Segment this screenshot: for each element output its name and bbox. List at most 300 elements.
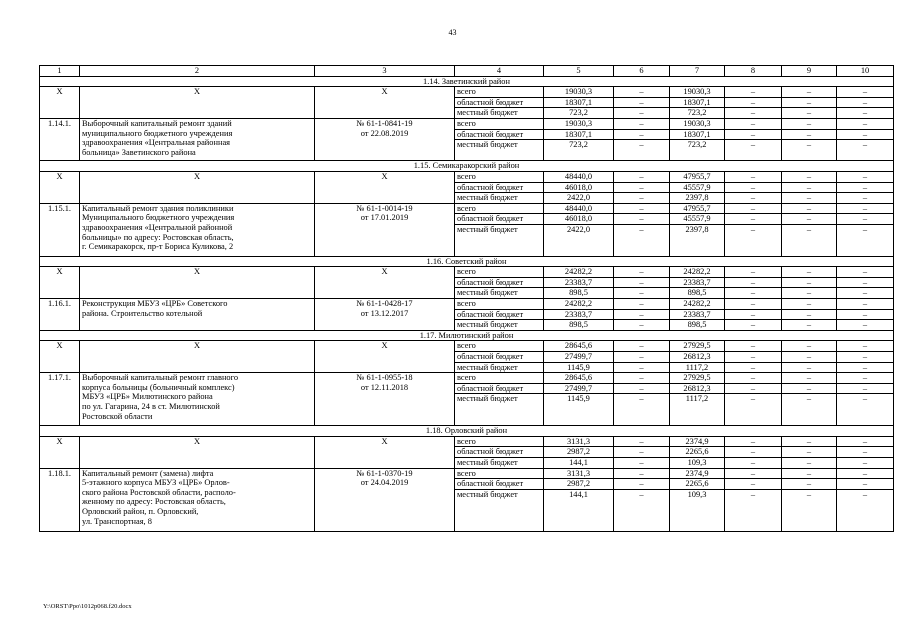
amount-col10: – — [837, 394, 894, 426]
amount-col9: – — [782, 394, 837, 426]
funding-source-label: областной бюджет — [455, 447, 544, 458]
description-line: Реконструкция МБУЗ «ЦРБ» Советского — [82, 299, 228, 309]
amount-col5: 144,1 — [544, 458, 614, 469]
description-line: ского района Ростовской области, располо- — [82, 487, 236, 497]
amount-col7: 19030,3 — [670, 118, 725, 129]
amount-col6: – — [614, 458, 670, 469]
page-number: 43 — [448, 28, 457, 37]
description-line: больница» Заветинского района — [82, 147, 196, 157]
amount-col10: – — [837, 447, 894, 458]
amount-col8: – — [725, 267, 782, 278]
amount-col10: – — [837, 224, 894, 256]
description-line: Выборочный капитальный ремонт главного — [82, 373, 239, 383]
section-title: 1.15. Семикаракорский район — [40, 161, 894, 172]
funding-source-label: областной бюджет — [455, 129, 544, 140]
funding-source-label: областной бюджет — [455, 309, 544, 320]
amount-col10: – — [837, 108, 894, 119]
amount-col8: – — [725, 140, 782, 161]
amount-col5: 19030,3 — [544, 118, 614, 129]
amount-col7: 898,5 — [670, 320, 725, 331]
amount-col5: 48440,0 — [544, 203, 614, 214]
amount-col5: 28645,6 — [544, 373, 614, 384]
amount-col5: 898,5 — [544, 320, 614, 331]
amount-col8: – — [725, 182, 782, 193]
item-description — [80, 373, 315, 426]
amount-col9: – — [782, 129, 837, 140]
description-line: Орловский район, п. Орловский, — [82, 506, 199, 516]
description-line: по ул. Гагарина, 24 в ст. Милютинской — [82, 402, 220, 412]
funding-source-label: местный бюджет — [455, 288, 544, 299]
summary-x-cell: Х — [40, 171, 80, 203]
description-line: здравоохранения «Центральной районной — [82, 222, 233, 232]
amount-col7: 26812,3 — [670, 383, 725, 394]
amount-col10: – — [837, 436, 894, 447]
amount-col6: – — [614, 224, 670, 256]
amount-col6: – — [614, 267, 670, 278]
amount-col7: 2265,6 — [670, 479, 725, 490]
document-line: от 24.04.2019 — [360, 478, 409, 488]
item-number: 1.15.1. — [40, 203, 80, 256]
description-line: Выборочный капитальный ремонт зданий — [82, 118, 232, 128]
column-number-row — [40, 66, 894, 77]
amount-col10: – — [837, 468, 894, 479]
amount-col5: 19030,3 — [544, 87, 614, 98]
amount-col9: – — [782, 309, 837, 320]
summary-row — [40, 341, 894, 352]
amount-col9: – — [782, 214, 837, 225]
amount-col10: – — [837, 373, 894, 384]
amount-col6: – — [614, 373, 670, 384]
amount-col5: 2422,0 — [544, 193, 614, 204]
amount-col7: 109,3 — [670, 458, 725, 469]
amount-col6: – — [614, 108, 670, 119]
amount-col8: – — [725, 309, 782, 320]
amount-col8: – — [725, 171, 782, 182]
amount-col7: 898,5 — [670, 288, 725, 299]
summary-x-cell: Х — [315, 87, 455, 119]
amount-col8: – — [725, 87, 782, 98]
amount-col8: – — [725, 383, 782, 394]
amount-col5: 23383,7 — [544, 309, 614, 320]
item-description — [80, 118, 315, 160]
amount-col9: – — [782, 341, 837, 352]
funding-source-label: областной бюджет — [455, 352, 544, 363]
amount-col7: 47955,7 — [670, 203, 725, 214]
amount-col7: 2374,9 — [670, 468, 725, 479]
amount-col10: – — [837, 203, 894, 214]
amount-col8: – — [725, 214, 782, 225]
summary-x-cell: Х — [315, 171, 455, 203]
amount-col7: 2265,6 — [670, 447, 725, 458]
amount-col10: – — [837, 383, 894, 394]
amount-col8: – — [725, 299, 782, 310]
amount-col5: 723,2 — [544, 140, 614, 161]
amount-col10: – — [837, 341, 894, 352]
section-title-row — [40, 330, 894, 341]
amount-col10: – — [837, 267, 894, 278]
amount-col7: 27929,5 — [670, 341, 725, 352]
funding-source-label: местный бюджет — [455, 224, 544, 256]
amount-col9: – — [782, 203, 837, 214]
amount-col6: – — [614, 309, 670, 320]
header-cell: 5 — [544, 66, 614, 77]
amount-col8: – — [725, 224, 782, 256]
section-title-row — [40, 161, 894, 172]
amount-col9: – — [782, 489, 837, 531]
amount-col6: – — [614, 171, 670, 182]
amount-col8: – — [725, 341, 782, 352]
funding-source-label: областной бюджет — [455, 479, 544, 490]
item-row — [40, 468, 894, 479]
funding-source-label: всего — [455, 203, 544, 214]
section-title-row — [40, 426, 894, 437]
description-line: женному по адресу: Ростовская область, — [82, 497, 226, 507]
amount-col6: – — [614, 87, 670, 98]
amount-col7: 26812,3 — [670, 352, 725, 363]
amount-col8: – — [725, 436, 782, 447]
amount-col5: 3131,3 — [544, 468, 614, 479]
funding-source-label: местный бюджет — [455, 108, 544, 119]
amount-col8: – — [725, 97, 782, 108]
header-cell: 2 — [80, 66, 315, 77]
description-line: Капитальный ремонт (замена) лифта — [82, 468, 214, 478]
amount-col8: – — [725, 373, 782, 384]
funding-source-label: областной бюджет — [455, 97, 544, 108]
amount-col5: 46018,0 — [544, 182, 614, 193]
item-description — [80, 468, 315, 532]
amount-col8: – — [725, 203, 782, 214]
amount-col7: 109,3 — [670, 489, 725, 531]
description-line: МБУЗ «ЦРБ» Милютинского района — [82, 392, 213, 402]
amount-col6: – — [614, 468, 670, 479]
amount-col9: – — [782, 97, 837, 108]
amount-col10: – — [837, 140, 894, 161]
item-description — [80, 299, 315, 331]
amount-col10: – — [837, 193, 894, 204]
amount-col7: 24282,2 — [670, 299, 725, 310]
budget-table — [39, 65, 894, 532]
funding-source-label: областной бюджет — [455, 277, 544, 288]
amount-col5: 18307,1 — [544, 97, 614, 108]
amount-col9: – — [782, 383, 837, 394]
amount-col9: – — [782, 436, 837, 447]
amount-col9: – — [782, 193, 837, 204]
section-title: 1.17. Милютинский район — [40, 330, 894, 341]
funding-source-label: местный бюджет — [455, 320, 544, 331]
amount-col6: – — [614, 193, 670, 204]
description-line: здравоохранения «Центральная районная — [82, 138, 231, 148]
amount-col9: – — [782, 458, 837, 469]
amount-col8: – — [725, 118, 782, 129]
amount-col6: – — [614, 341, 670, 352]
header-cell: 4 — [455, 66, 544, 77]
item-description — [80, 203, 315, 256]
amount-col9: – — [782, 362, 837, 373]
document-line: от 13.12.2017 — [360, 308, 409, 318]
funding-source-label: местный бюджет — [455, 394, 544, 426]
description-line: района. Строительство котельной — [82, 308, 203, 318]
amount-col7: 2397,8 — [670, 224, 725, 256]
amount-col9: – — [782, 182, 837, 193]
item-document — [315, 203, 455, 256]
item-row — [40, 299, 894, 310]
description-line: больницы» по адресу: Ростовская область, — [82, 232, 234, 242]
summary-x-cell: Х — [40, 87, 80, 119]
header-cell: 7 — [670, 66, 725, 77]
funding-source-label: местный бюджет — [455, 193, 544, 204]
funding-source-label: местный бюджет — [455, 140, 544, 161]
header-cell: 6 — [614, 66, 670, 77]
amount-col9: – — [782, 224, 837, 256]
amount-col8: – — [725, 108, 782, 119]
amount-col10: – — [837, 182, 894, 193]
summary-x-cell: Х — [40, 267, 80, 299]
amount-col6: – — [614, 479, 670, 490]
amount-col6: – — [614, 320, 670, 331]
amount-col8: – — [725, 458, 782, 469]
funding-source-label: областной бюджет — [455, 383, 544, 394]
document-line: от 22.08.2019 — [360, 128, 409, 138]
amount-col10: – — [837, 214, 894, 225]
description-line: ул. Транспортная, 8 — [82, 516, 152, 526]
summary-row — [40, 267, 894, 278]
amount-col7: 45557,9 — [670, 182, 725, 193]
document-line: № 61-1-0955-18 — [356, 373, 413, 383]
description-line: корпуса больницы (больничный комплекс) — [82, 382, 235, 392]
summary-row — [40, 87, 894, 98]
amount-col10: – — [837, 118, 894, 129]
amount-col9: – — [782, 277, 837, 288]
description-line: 5-этажного корпуса МБУЗ «ЦРБ» Орлов- — [82, 478, 230, 488]
amount-col5: 2987,2 — [544, 447, 614, 458]
item-number: 1.16.1. — [40, 299, 80, 331]
amount-col5: 1145,9 — [544, 394, 614, 426]
amount-col8: – — [725, 352, 782, 363]
amount-col7: 18307,1 — [670, 97, 725, 108]
funding-source-label: областной бюджет — [455, 214, 544, 225]
amount-col8: – — [725, 193, 782, 204]
amount-col6: – — [614, 277, 670, 288]
amount-col7: 45557,9 — [670, 214, 725, 225]
section-title-row — [40, 256, 894, 267]
funding-source-label: всего — [455, 267, 544, 278]
section-title: 1.16. Советский район — [40, 256, 894, 267]
amount-col5: 24282,2 — [544, 299, 614, 310]
funding-source-label: местный бюджет — [455, 489, 544, 531]
amount-col6: – — [614, 447, 670, 458]
amount-col10: – — [837, 479, 894, 490]
section-title: 1.14. Заветинский район — [40, 76, 894, 87]
amount-col6: – — [614, 182, 670, 193]
funding-source-label: всего — [455, 299, 544, 310]
amount-col10: – — [837, 362, 894, 373]
summary-x-cell: Х — [80, 87, 315, 119]
funding-source-label: всего — [455, 87, 544, 98]
amount-col9: – — [782, 373, 837, 384]
amount-col9: – — [782, 267, 837, 278]
amount-col5: 28645,6 — [544, 341, 614, 352]
header-cell: 8 — [725, 66, 782, 77]
item-number: 1.14.1. — [40, 118, 80, 160]
amount-col7: 23383,7 — [670, 309, 725, 320]
item-document — [315, 468, 455, 532]
amount-col9: – — [782, 352, 837, 363]
amount-col5: 3131,3 — [544, 436, 614, 447]
amount-col8: – — [725, 320, 782, 331]
amount-col6: – — [614, 299, 670, 310]
amount-col8: – — [725, 394, 782, 426]
amount-col9: – — [782, 447, 837, 458]
amount-col7: 723,2 — [670, 140, 725, 161]
amount-col5: 27499,7 — [544, 383, 614, 394]
document-line: № 61-1-0841-19 — [356, 118, 413, 128]
amount-col9: – — [782, 288, 837, 299]
amount-col9: – — [782, 108, 837, 119]
amount-col7: 24282,2 — [670, 267, 725, 278]
amount-col10: – — [837, 352, 894, 363]
amount-col7: 1117,2 — [670, 394, 725, 426]
amount-col7: 23383,7 — [670, 277, 725, 288]
document-line: от 12.11.2018 — [360, 382, 409, 392]
item-row — [40, 118, 894, 129]
amount-col8: – — [725, 277, 782, 288]
amount-col8: – — [725, 468, 782, 479]
summary-x-cell: Х — [40, 436, 80, 468]
amount-col8: – — [725, 288, 782, 299]
amount-col5: 898,5 — [544, 288, 614, 299]
amount-col7: 1117,2 — [670, 362, 725, 373]
amount-col6: – — [614, 362, 670, 373]
amount-col6: – — [614, 436, 670, 447]
summary-x-cell: Х — [315, 341, 455, 373]
funding-source-label: всего — [455, 468, 544, 479]
header-cell: 1 — [40, 66, 80, 77]
amount-col9: – — [782, 171, 837, 182]
document-line: № 61-1-0428-17 — [356, 299, 413, 309]
amount-col10: – — [837, 489, 894, 531]
funding-source-label: всего — [455, 436, 544, 447]
item-document — [315, 299, 455, 331]
funding-source-label: местный бюджет — [455, 458, 544, 469]
document-line: № 61-1-0370-19 — [356, 468, 413, 478]
amount-col5: 1145,9 — [544, 362, 614, 373]
description-line: г. Семикаракорск, пр-т Бориса Куликова, 2 — [82, 242, 234, 252]
amount-col9: – — [782, 87, 837, 98]
item-number: 1.17.1. — [40, 373, 80, 426]
item-document — [315, 118, 455, 160]
amount-col6: – — [614, 394, 670, 426]
amount-col6: – — [614, 352, 670, 363]
amount-col5: 2422,0 — [544, 224, 614, 256]
amount-col10: – — [837, 309, 894, 320]
funding-source-label: всего — [455, 118, 544, 129]
summary-row — [40, 171, 894, 182]
amount-col9: – — [782, 118, 837, 129]
amount-col10: – — [837, 87, 894, 98]
amount-col10: – — [837, 320, 894, 331]
funding-source-label: местный бюджет — [455, 362, 544, 373]
funding-source-label: всего — [455, 341, 544, 352]
amount-col5: 723,2 — [544, 108, 614, 119]
summary-row — [40, 436, 894, 447]
summary-x-cell: Х — [40, 341, 80, 373]
amount-col9: – — [782, 299, 837, 310]
amount-col6: – — [614, 288, 670, 299]
amount-col5: 144,1 — [544, 489, 614, 531]
amount-col5: 46018,0 — [544, 214, 614, 225]
amount-col6: – — [614, 489, 670, 531]
document-line: от 17.01.2019 — [360, 213, 409, 223]
amount-col9: – — [782, 468, 837, 479]
item-row — [40, 373, 894, 384]
amount-col5: 18307,1 — [544, 129, 614, 140]
amount-col10: – — [837, 288, 894, 299]
section-title-row — [40, 76, 894, 87]
amount-col7: 47955,7 — [670, 171, 725, 182]
description-line: Капитальный ремонт здания поликлиники — [82, 203, 234, 213]
amount-col10: – — [837, 129, 894, 140]
funding-source-label: всего — [455, 171, 544, 182]
amount-col5: 27499,7 — [544, 352, 614, 363]
amount-col7: 27929,5 — [670, 373, 725, 384]
amount-col6: – — [614, 203, 670, 214]
amount-col10: – — [837, 458, 894, 469]
funding-source-label: областной бюджет — [455, 182, 544, 193]
amount-col5: 23383,7 — [544, 277, 614, 288]
amount-col7: 19030,3 — [670, 87, 725, 98]
summary-x-cell: Х — [80, 267, 315, 299]
amount-col9: – — [782, 320, 837, 331]
amount-col10: – — [837, 97, 894, 108]
amount-col8: – — [725, 489, 782, 531]
summary-x-cell: Х — [80, 171, 315, 203]
amount-col5: 2987,2 — [544, 479, 614, 490]
amount-col6: – — [614, 118, 670, 129]
summary-x-cell: Х — [315, 267, 455, 299]
item-row — [40, 203, 894, 214]
summary-x-cell: Х — [315, 436, 455, 468]
amount-col5: 24282,2 — [544, 267, 614, 278]
amount-col8: – — [725, 447, 782, 458]
description-line: муниципального бюджетного учреждения — [82, 128, 233, 138]
header-cell: 3 — [315, 66, 455, 77]
item-document — [315, 373, 455, 426]
amount-col10: – — [837, 299, 894, 310]
header-cell: 10 — [837, 66, 894, 77]
amount-col8: – — [725, 479, 782, 490]
amount-col8: – — [725, 129, 782, 140]
amount-col6: – — [614, 214, 670, 225]
amount-col7: 18307,1 — [670, 129, 725, 140]
summary-x-cell: Х — [80, 436, 315, 468]
amount-col9: – — [782, 140, 837, 161]
funding-source-label: всего — [455, 373, 544, 384]
description-line: Ростовской области — [82, 411, 153, 421]
section-title: 1.18. Орловский район — [40, 426, 894, 437]
description-line: Муниципального бюджетного учреждения — [82, 213, 235, 223]
amount-col8: – — [725, 362, 782, 373]
amount-col6: – — [614, 140, 670, 161]
amount-col5: 48440,0 — [544, 171, 614, 182]
header-cell: 9 — [782, 66, 837, 77]
amount-col7: 2374,9 — [670, 436, 725, 447]
amount-col7: 2397,8 — [670, 193, 725, 204]
amount-col6: – — [614, 129, 670, 140]
document-line: № 61-1-0014-19 — [356, 203, 413, 213]
amount-col6: – — [614, 383, 670, 394]
amount-col10: – — [837, 171, 894, 182]
amount-col9: – — [782, 479, 837, 490]
